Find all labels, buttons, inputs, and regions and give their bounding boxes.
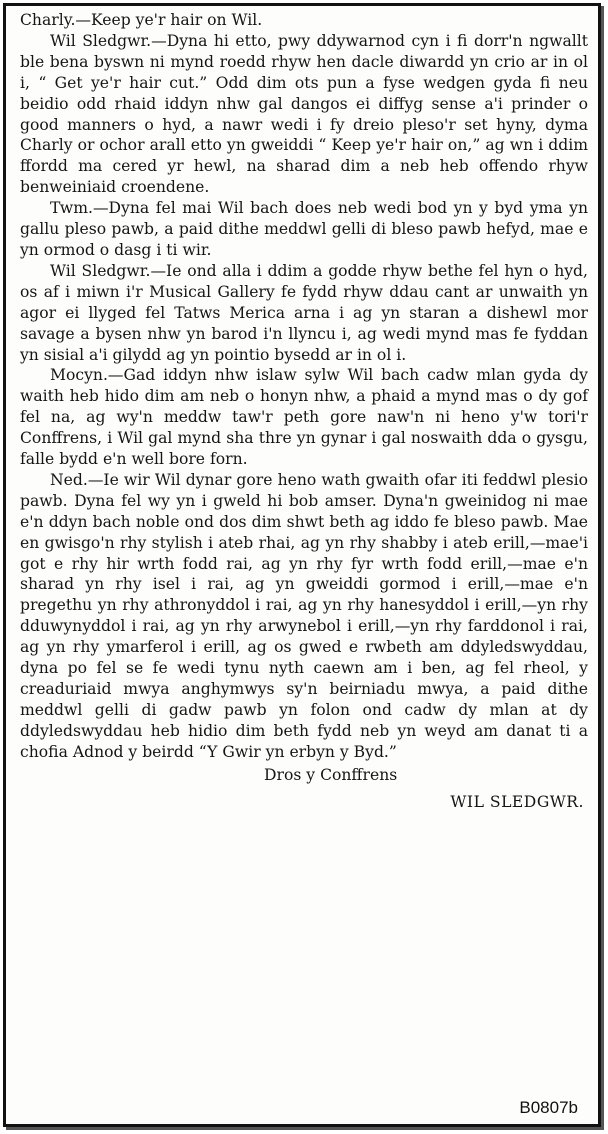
paragraph-text: —Keep ye'r hair on Wil. (75, 11, 263, 29)
signoff-line: Dros y Conffrens (264, 765, 398, 784)
signoff-name: WIL SLEDGWR. (450, 792, 584, 811)
paragraph-mocyn (20, 365, 588, 470)
paragraph-text: —Dyna hi etto, pwy ddywarnod cyn i fi dorr'n ngwallt ble bena byswn ni mynd roedd rhyw hen dacle diwardd yn crio ar in ol i, “ Get ye'r hair cut.” Odd dim ots pun a fyse wedgen gyda fi neu beidio odd rhaid iddyn nhw gal dangos ei diffyg sense a'i prinder o good manners o hyd, a nawr wedi i fy dreio pleso'r set hyny, dyma Charly or ochor arall etto yn gweiddi “ Keep ye'r hair on,” ag wn i ddim ffordd ma cered yr hewl, na sharad dim a neb heb offendo rhyw benweiniaid croendene. (20, 31, 588, 197)
paragraph-text: —Ie wir Wil dynar gore heno wath gwaith ofar iti feddwl plesio pawb. Dyna fel wy yn i gweld hi bob amser. Dyna'n gweinidog ni mae e'n ddyn bach noble ond dos dim shwt beth ag iddo fe bleso pawb. Mae en gwisgo'n rhy stylish i ateb rhai, ag yn rhy shabby i ateb erill,—mae'i got e rhy hir wrth fodd rai, ag yn rhy fyr wrth fodd erill,—mae e'n sharad yn rhy isel i rai, ag yn gweiddi gormod i erill,—mae e'n pregethu yn rhy athronyddol i rai, ag yn rhy hanesyddol i erill,—yn rhy dduwynyddol i rai, ag yn rhy arwynebol i erill,—yn rhy farddonol i rai, ag yn rhy ymarferol i erill, ag os gwed e rwbeth am ddyledswyddau, dyna po fel se fe wedi tynu nyth caewn am i ben, ag fel rheol, y creaduriaid mwya anghymwys sy'n beirniadu mwya, a paid dithe meddwl gelli di gadw pawb yn folon ond cadw dy mlan at dy ddyledswyddau heb hidio dim beth fydd neb yn weyd am danat ti a chofia Adnod y beirdd “Y Gwir yn erbyn y Byd.” (20, 470, 588, 761)
paragraph-twm (20, 198, 588, 261)
article-frame (3, 3, 601, 1127)
paragraph-wil-sledgwr-2 (20, 261, 588, 366)
speaker-name: Wil Sledgwr. (50, 261, 151, 280)
article-column (20, 10, 588, 812)
speaker-name: Twm. (50, 199, 93, 218)
paragraph-text: —Ie ond alla i ddim a godde rhyw bethe fel hyn o hyd, os af i miwn i'r Musical Gallery fe fydd rhyw ddau cant ar unwaith yn agor ei llyged fel Tatws Merica arna i ag yn staran a dishewl mor savage a bysen nhw yn barod i'n llyncu i, ag wedi mynd mas fe fyddan yn sisial a'i gilydd ag yn pointio bysedd ar in ol i. (20, 261, 589, 364)
paragraph-charly (20, 10, 588, 31)
paragraph-wil-sledgwr-1 (20, 31, 588, 198)
speaker-name: Wil Sledgwr. (50, 31, 152, 50)
speaker-name: Mocyn. (50, 366, 108, 385)
paragraph-text: —Gad iddyn nhw islaw sylw Wil bach cadw mlan gyda dy waith heb hido dim am neb o honyn nhw, a phaid a mynd mas o dy gof fel na, ag wy'n meddw taw'r peth gore naw'n ni heno y'w tori'r Conffrens, i Wil gal mynd sha thre yn gynar i gal noswaith dda o gysgu, falle bydd e'n well bore forn. (20, 366, 588, 469)
speaker-name: Charly. (20, 11, 76, 29)
paragraph-text: —Dyna fel mai Wil bach does neb wedi bod yn y byd yma yn gallu pleso pawb, a paid dithe meddwl gelli di bleso pawb hefyd, mae e yn ormod o dasg i ti wir. (20, 199, 588, 259)
speaker-name: Ned. (50, 470, 88, 489)
paragraph-ned (20, 470, 588, 763)
reference-code: B0807b (519, 1098, 578, 1117)
